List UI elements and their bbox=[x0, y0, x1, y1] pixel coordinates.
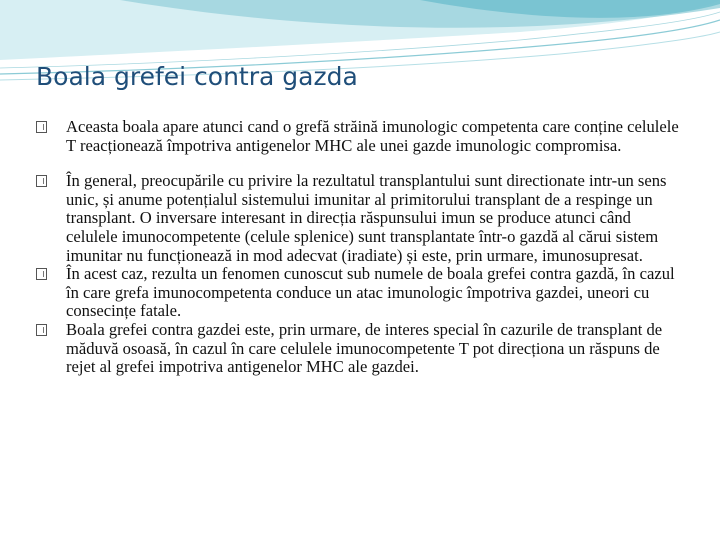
header-wave-decoration bbox=[0, 0, 720, 110]
slide-body bbox=[36, 118, 686, 377]
bullet-item bbox=[36, 321, 686, 377]
missing-glyph-box-icon bbox=[36, 121, 47, 133]
bullet-item bbox=[36, 265, 686, 321]
bullet-text: În general, preocupările cu privire la rezultatul transplantului sunt directionate intr-un sens unic, și anume potențialul sistemului imunitar al primitorului transplant de a respinge un transplant. O inversare interesant in direcția răspunsului imun se produce atunci când celulele imunocompetente (celule splenice) sunt transplantate într-o gazdă al cărui sistem imunitar nu funcționează in mod adecvat (iradiate) și este, prin urmare, imunosupresat. bbox=[66, 171, 667, 265]
bullet-item bbox=[36, 172, 686, 265]
missing-glyph-box-icon bbox=[36, 175, 47, 187]
bullet-text: Aceasta boala apare atunci cand o grefă străină imunologic competenta care conține celulele T reacționează împotriva antigenelor MHC ale unei gazde imunologic compromisa. bbox=[66, 117, 679, 155]
slide-title: Boala grefei contra gazda bbox=[36, 62, 358, 91]
bullet-text: Boala grefei contra gazdei este, prin urmare, de interes special în cazurile de transplant de măduvă osoasă, în cazul în care celulele imunocompetente T pot direcționa un răspuns de rejet al grefei impotriva antigenelor MHC ale gazdei. bbox=[66, 319, 663, 377]
missing-glyph-box-icon bbox=[36, 268, 47, 280]
bullet-item bbox=[36, 118, 686, 155]
bullet-text: În acest caz, rezulta un fenomen cunoscut sub numele de boala grefei contra gazdă, în cazul în care grefa imunocompetenta conduce un atac imunologic împotriva gazdei, uneori cu consecințe fatale. bbox=[66, 264, 675, 321]
missing-glyph-box-icon bbox=[36, 324, 47, 336]
